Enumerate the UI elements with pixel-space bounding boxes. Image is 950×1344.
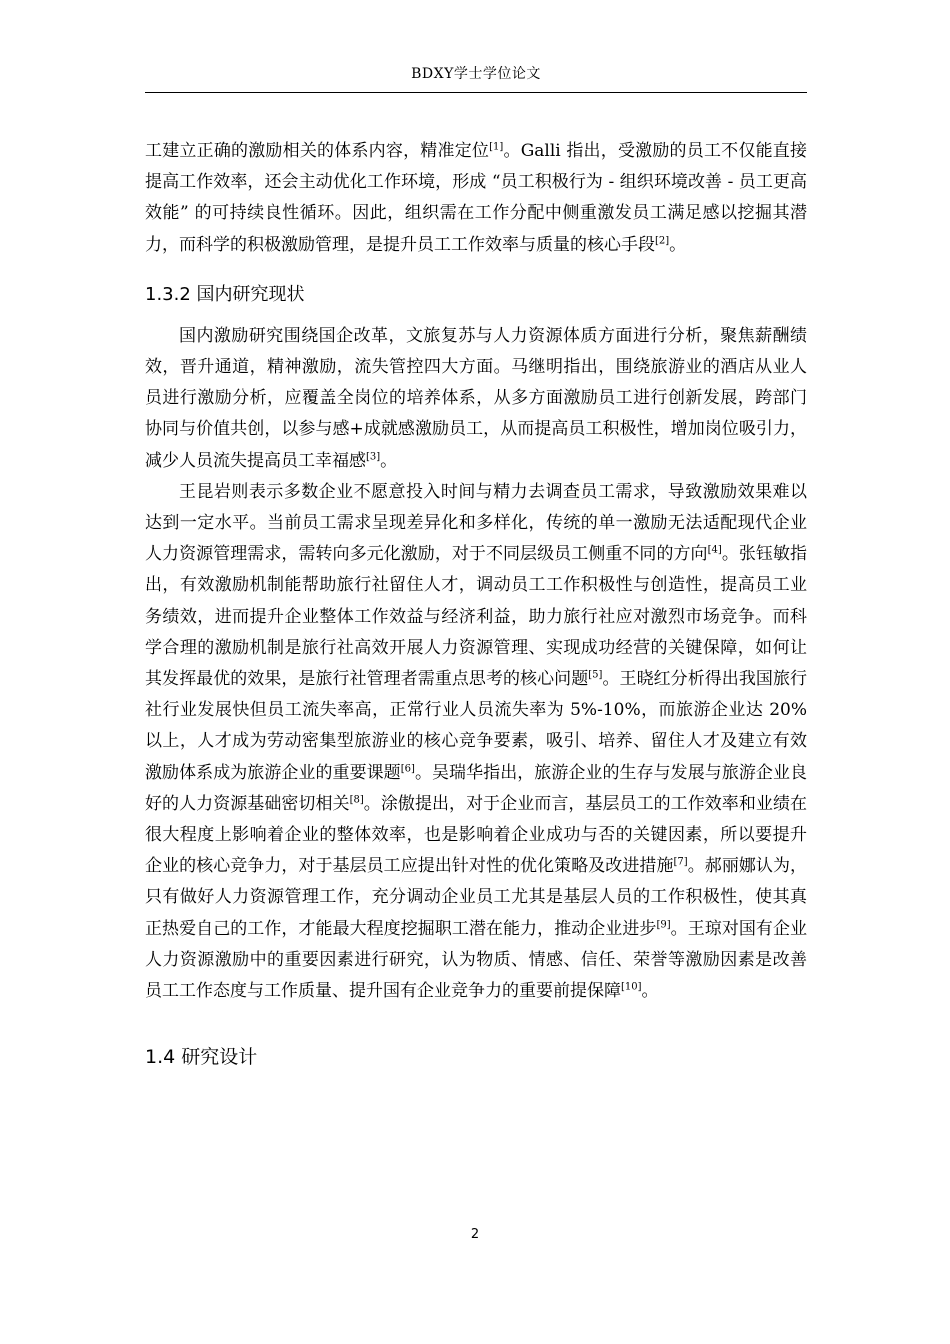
text-run: 。Galli 指出，受激励的员工不仅能直接提高工作效率，还会主动优化工作环境，形成 “员工积极行为 - 组织环境改善 - 员工更高效能” 的可持续良性循环。因此，组织需在工作分配中侧重激发员工满足感以挖掘其潜力，而科学的积极激励管理，是提升员工工作效率与质量的核心手段 xyxy=(145,141,807,255)
citation: [9] xyxy=(656,919,671,931)
citation: [3] xyxy=(366,450,381,462)
text-run: 。 xyxy=(669,234,687,255)
text-run: 国内激励研究围绕国企改革，文旅复苏与人力资源体质方面进行分析，聚焦薪酬绩效，晋升通道，精神激励，流失管控四大方面。马继明指出，围绕旅游业的酒店从业人员进行激励分析，应覆盖全岗位的培养体系，从多方面激励员工进行创新发展，跨部门协同与价值共创，以参与感+成就感激励员工，从而提高员工积极性，增加岗位吸引力，减少人员流失提高员工幸福感 xyxy=(145,325,807,471)
citation: [10] xyxy=(621,981,642,993)
text-run: 。吴瑞华指出，旅游企业的生存与发展与旅游企业良好的人力资源基础密切相关 xyxy=(145,762,808,814)
body-text xyxy=(145,136,807,1070)
text-run: 。王琼对国有企业人力资源激励中的重要因素进行研究，认为物质、情感、信任、荣誉等激励因素是改善员工工作态度与工作质量、提升国有企业竞争力的重要前提保障 xyxy=(145,918,808,1002)
text-run: 。王晓红分析得出我国旅行社行业发展快但员工流失率高，正常行业人员流失率为 5%-10%，而旅游企业达 20% 以上，人才成为劳动密集型旅游业的核心竞争要素，吸引、培养、留住人才及建立有效激励体系成为旅游企业的重要课题 xyxy=(145,669,807,783)
text-run: 工建立正确的激励相关的体系内容，精准定位 xyxy=(145,141,490,161)
section-heading: 1.3.2 国内研究现状 xyxy=(145,283,305,305)
citation: [6] xyxy=(400,763,415,774)
page-number: 2 xyxy=(470,1227,480,1242)
section-heading: 1.4 研究设计 xyxy=(145,1046,258,1069)
citation: [1] xyxy=(489,141,504,153)
text-run: 。郝丽娜认为，只有做好人力资源管理工作，充分调动企业员工尤其是基层人员的工作积极性，使其真正热爱自己的工作，才能最大程度挖掘职工潜在能力，推动企业进步 xyxy=(145,856,808,939)
citation: [2] xyxy=(655,234,670,246)
citation: [5] xyxy=(588,669,603,681)
running-header: BDXY学士学位论文 xyxy=(411,66,541,82)
header-rule xyxy=(145,92,807,93)
paragraph xyxy=(145,136,807,261)
text-run: 。 xyxy=(641,981,659,1002)
citation: [8] xyxy=(349,794,364,806)
citation: [4] xyxy=(707,544,722,556)
citation: [7] xyxy=(673,856,688,868)
text-run: 。 xyxy=(380,450,398,471)
paragraph xyxy=(145,477,807,1007)
paragraph xyxy=(145,321,807,477)
text-run: 。张钰敏指出，有效激励机制能帮助旅行社留住人才，调动员工工作积极性与创造性，提高员工业务绩效，进而提升企业整体工作效益与经济利益，助力旅行社应对激烈市场竞争。而科学合理的激励机制是旅行社高效开展人力资源管理、实现成功经营的关键保障，如何让其发挥最优的效果，是旅行社管理者需重点思考的核心问题 xyxy=(145,544,808,690)
text-run: 王昆岩则表示多数企业不愿意投入时间与精力去调查员工需求，导致激励效果难以达到一定水平。当前员工需求呈现差异化和多样化，传统的单一激励无法适配现代企业人力资源管理需求，需转向多元化激励，对于不同层级员工侧重不同的方向 xyxy=(145,481,807,565)
text-run: 。涂傲提出，对于企业而言，基层员工的工作效率和业绩在很大程度上影响着企业的整体效率，也是影响着企业成功与否的关键因素，所以要提升企业的核心竞争力，对于基层员工应提出针对性的优化策略及改进措施 xyxy=(145,793,807,877)
